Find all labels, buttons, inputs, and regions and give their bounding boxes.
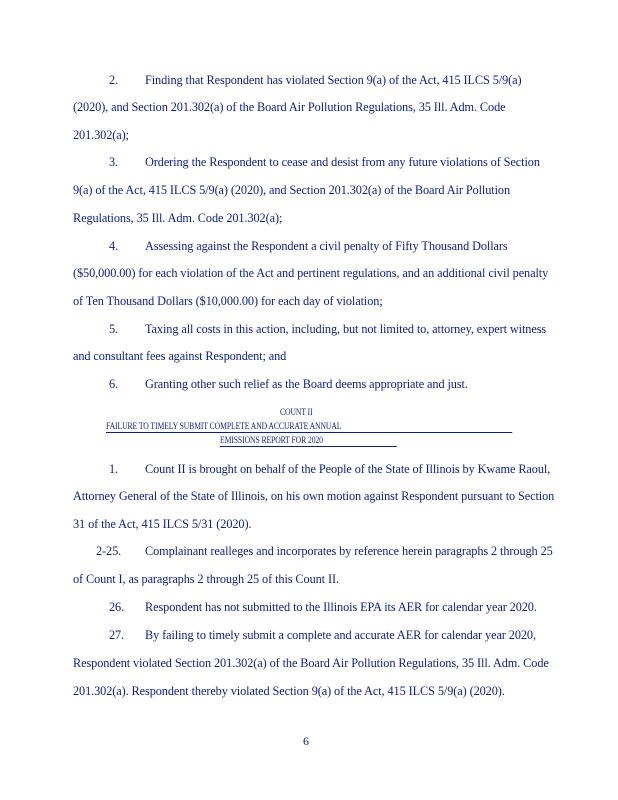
count-paragraph-2-25-line-2: of Count I, as paragraphs 2 through 25 of this Count II. bbox=[73, 572, 339, 586]
paragraph-3-line-3: Regulations, 35 Ill. Adm. Code 201.302(a); bbox=[73, 211, 283, 225]
paragraph-2-line-3: 201.302(a); bbox=[73, 128, 129, 142]
paragraph-2-line-1: Finding that Respondent has violated Section 9(a) of the Act, 415 ILCS 5/9(a) bbox=[145, 73, 522, 87]
count-paragraph-27-line-1: By failing to timely submit a complete and accurate AER for calendar year 2020, bbox=[145, 628, 536, 642]
paragraph-number-3: 3. bbox=[109, 155, 119, 169]
count-title-line-1: FAILURE TO TIMELY SUBMIT COMPLETE AND ACCURATE ANNUAL bbox=[106, 420, 512, 433]
paragraph-number-2: 2. bbox=[109, 73, 119, 87]
paragraph-2-line-2: (2020), and Section 201.302(a) of the Board Air Pollution Regulations, 35 Ill. Adm. Code bbox=[73, 100, 506, 114]
paragraph-number-4: 4. bbox=[109, 239, 119, 253]
paragraph-6-line-1: Granting other such relief as the Board deems appropriate and just. bbox=[145, 377, 468, 391]
count-paragraph-number-26: 26. bbox=[109, 600, 125, 614]
count-heading: COUNT II bbox=[280, 407, 313, 417]
count-paragraph-1-line-2: Attorney General of the State of Illinois, on his own motion against Respondent pursuant to Section bbox=[73, 489, 555, 503]
paragraph-3-line-1: Ordering the Respondent to cease and desist from any future violations of Section bbox=[145, 155, 540, 169]
count-paragraph-27-line-2: Respondent violated Section 201.302(a) of the Board Air Pollution Regulations, 35 Ill. Adm. Code bbox=[73, 656, 549, 670]
paragraph-5-line-1: Taxing all costs in this action, including, but not limited to, attorney, expert witness bbox=[145, 322, 547, 336]
count-paragraph-number-1: 1. bbox=[109, 462, 119, 476]
paragraph-3-line-2: 9(a) of the Act, 415 ILCS 5/9(a) (2020), and Section 201.302(a) of the Board Air Pollution bbox=[73, 183, 511, 197]
paragraph-4-line-1: Assessing against the Respondent a civil penalty of Fifty Thousand Dollars bbox=[145, 239, 508, 253]
paragraph-5-line-2: and consultant fees against Respondent; and bbox=[73, 349, 287, 363]
count-paragraph-26-line-1: Respondent has not submitted to the Illinois EPA its AER for calendar year 2020. bbox=[145, 600, 537, 614]
paragraph-number-5: 5. bbox=[109, 322, 119, 336]
count-paragraph-number-2-25: 2-25. bbox=[96, 544, 122, 558]
count-paragraph-number-27: 27. bbox=[109, 628, 125, 642]
count-paragraph-1-line-1: Count II is brought on behalf of the People of the State of Illinois by Kwame Raoul, bbox=[145, 462, 551, 476]
paragraph-4-line-3: of Ten Thousand Dollars ($10,000.00) for each day of violation; bbox=[73, 294, 383, 308]
paragraph-number-6: 6. bbox=[109, 377, 119, 391]
paragraph-4-line-2: ($50,000.00) for each violation of the Act and pertinent regulations, and an additional civil penalty bbox=[73, 266, 549, 280]
count-paragraph-1-line-3: 31 of the Act, 415 ILCS 5/31 (2020). bbox=[73, 517, 252, 531]
count-title-line-2: EMISSIONS REPORT FOR 2020 bbox=[220, 434, 397, 447]
count-paragraph-27-line-3: 201.302(a). Respondent thereby violated Section 9(a) of the Act, 415 ILCS 5/9(a) (2020). bbox=[73, 684, 505, 698]
count-paragraph-2-25-line-1: Complainant realleges and incorporates by reference herein paragraphs 2 through 25 bbox=[145, 544, 553, 558]
page-number: 6 bbox=[303, 734, 309, 748]
